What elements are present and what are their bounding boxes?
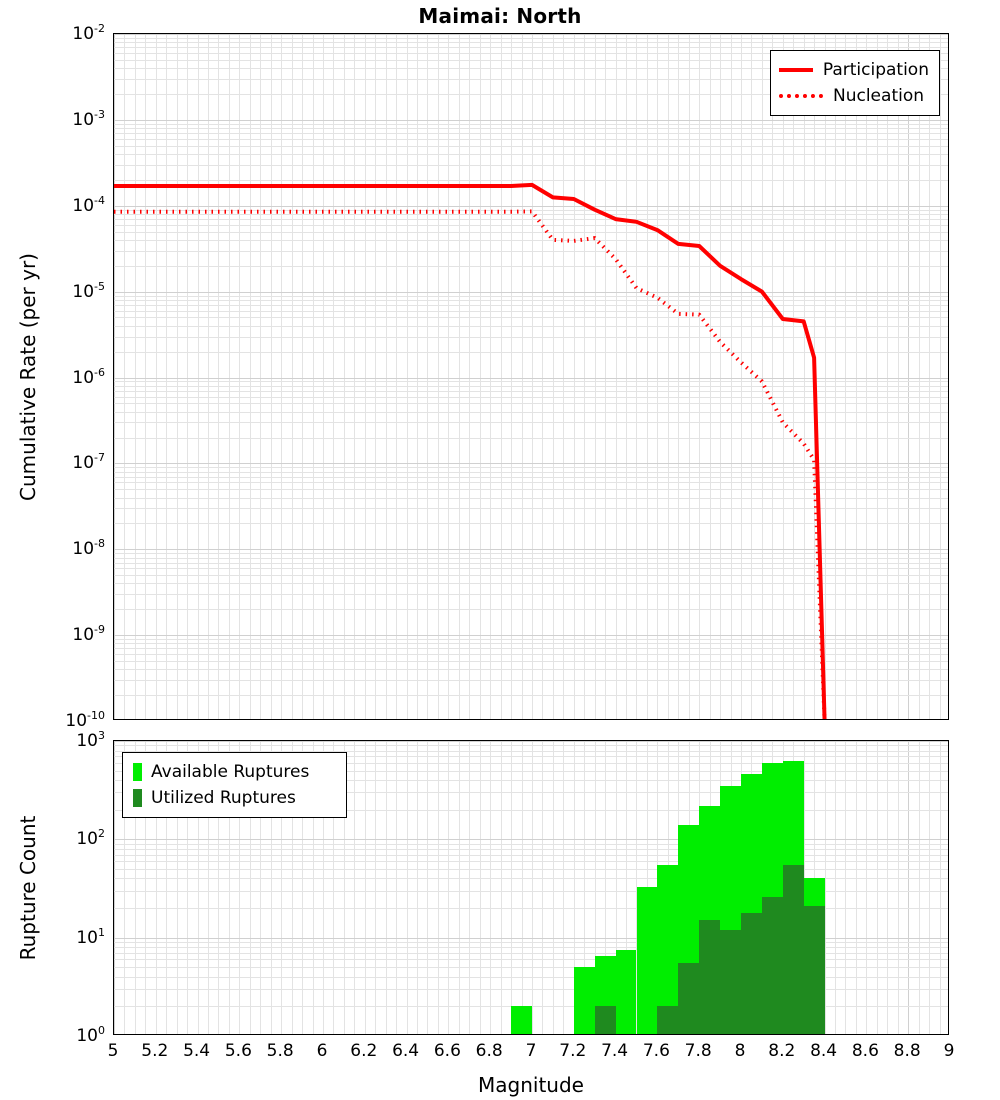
gridline — [114, 839, 948, 840]
gridline — [480, 741, 481, 1034]
gridline — [919, 741, 920, 1034]
curve-participation — [114, 185, 825, 720]
bar-utilized — [762, 897, 783, 1035]
gridline — [114, 741, 948, 742]
cumulative-rate-plot — [113, 33, 949, 720]
gridline — [114, 861, 948, 862]
gridline — [501, 741, 502, 1034]
x-tick-label: 7 — [525, 1041, 537, 1061]
gridline — [845, 741, 846, 1034]
gridline — [114, 869, 948, 870]
x-tick-label: 5.2 — [141, 1041, 169, 1061]
x-tick-label: 7.8 — [684, 1041, 712, 1061]
gridline — [375, 741, 376, 1034]
gridline — [448, 741, 449, 1034]
x-tick-label: 5.8 — [266, 1041, 294, 1061]
bar-utilized — [595, 1006, 616, 1035]
page-title: Maimai: North — [418, 4, 582, 28]
gridline — [386, 741, 387, 1034]
legend-label-nucleation: Nucleation — [833, 86, 925, 106]
gridline — [114, 741, 115, 1034]
gridline — [114, 844, 948, 845]
bar-available — [637, 887, 658, 1035]
bar-available — [511, 1006, 532, 1035]
gridline — [354, 741, 355, 1034]
bar-available — [574, 967, 595, 1035]
gridline — [469, 741, 470, 1034]
gridline — [908, 741, 909, 1034]
bar-utilized — [720, 930, 741, 1035]
gridline — [114, 745, 948, 746]
y-tick-label: $10^{-6}$ — [72, 365, 105, 388]
top-legend — [770, 50, 940, 116]
solid-line-icon — [779, 68, 813, 72]
top-y-axis-label: Cumulative Rate (per yr) — [16, 252, 40, 501]
gridline — [396, 741, 397, 1034]
x-tick-label: 7.6 — [642, 1041, 670, 1061]
curve-nucleation — [114, 211, 825, 720]
x-tick-label: 5.6 — [224, 1041, 252, 1061]
gridline — [563, 741, 564, 1034]
x-tick-label: 6.4 — [392, 1041, 420, 1061]
y-tick-label: $10^{-8}$ — [72, 537, 105, 560]
gridline — [898, 741, 899, 1034]
y-tick-label: $10^{-5}$ — [72, 279, 105, 302]
bar-available — [616, 950, 637, 1035]
gridline — [490, 741, 491, 1034]
gridline — [532, 741, 533, 1034]
y-tick-label: $10^{-4}$ — [72, 193, 105, 216]
gridline — [459, 741, 460, 1034]
legend-label-available: Available Ruptures — [151, 762, 310, 782]
x-tick-label: 6.8 — [475, 1041, 503, 1061]
x-tick-label: 8.6 — [851, 1041, 879, 1061]
x-tick-label: 6.6 — [433, 1041, 461, 1061]
bar-utilized — [804, 906, 825, 1035]
bar-utilized — [783, 865, 804, 1035]
x-tick-label: 5.4 — [183, 1041, 211, 1061]
gridline — [417, 741, 418, 1034]
gridline — [887, 741, 888, 1034]
x-axis-label: Magnitude — [478, 1073, 584, 1097]
gridline — [522, 741, 523, 1034]
bar-utilized — [741, 913, 762, 1035]
x-tick-label: 8.4 — [810, 1041, 838, 1061]
legend-item-nucleation — [779, 83, 929, 109]
legend-item-participation — [779, 57, 929, 83]
x-tick-label: 7.2 — [559, 1041, 587, 1061]
y-tick-label: $10^{-10}$ — [65, 709, 105, 731]
bottom-legend — [122, 752, 347, 818]
x-tick-label: 9 — [943, 1041, 955, 1061]
y-tick-label: $10^{-9}$ — [72, 623, 105, 645]
gridline — [365, 741, 366, 1034]
x-tick-label: 6 — [316, 1041, 328, 1061]
x-tick-label: 8 — [734, 1041, 746, 1061]
gridline — [825, 741, 826, 1034]
gridline — [542, 741, 543, 1034]
available-color-swatch — [133, 763, 142, 781]
bottom-y-axis-label: Rupture Count — [16, 815, 40, 960]
bar-utilized — [699, 920, 720, 1035]
utilized-color-swatch — [133, 789, 142, 807]
y-tick-label: $10^3$ — [76, 729, 105, 751]
gridline — [114, 855, 948, 856]
y-tick-label: $10^2$ — [76, 827, 105, 850]
gridline — [940, 741, 941, 1034]
gridline — [866, 741, 867, 1034]
legend-item-available-ruptures — [131, 759, 336, 785]
x-tick-label: 8.8 — [893, 1041, 921, 1061]
dotted-line-icon — [779, 94, 823, 98]
x-tick-label: 5 — [107, 1041, 119, 1061]
y-tick-label: $10^{-7}$ — [72, 451, 105, 474]
gridline — [427, 741, 428, 1034]
bar-utilized — [678, 963, 699, 1035]
gridline — [438, 741, 439, 1034]
gridline — [114, 849, 948, 850]
gridline — [407, 741, 408, 1034]
gridline — [835, 741, 836, 1034]
bar-utilized — [657, 1006, 678, 1035]
gridline — [929, 741, 930, 1034]
y-tick-label: $10^{-2}$ — [72, 22, 105, 44]
curve-layer — [114, 34, 949, 720]
gridline — [877, 741, 878, 1034]
y-tick-label: $10^0$ — [76, 1024, 105, 1046]
gridline — [553, 741, 554, 1034]
x-tick-label: 7.4 — [601, 1041, 629, 1061]
y-tick-label: $10^{-3}$ — [72, 108, 105, 130]
legend-label-utilized: Utilized Ruptures — [151, 788, 296, 808]
legend-item-utilized-ruptures — [131, 785, 336, 811]
gridline — [511, 741, 512, 1034]
y-tick-label: $10^1$ — [76, 925, 105, 948]
gridline — [856, 741, 857, 1034]
x-tick-label: 6.2 — [350, 1041, 378, 1061]
x-tick-label: 8.2 — [768, 1041, 796, 1061]
legend-label-participation: Participation — [822, 60, 929, 80]
